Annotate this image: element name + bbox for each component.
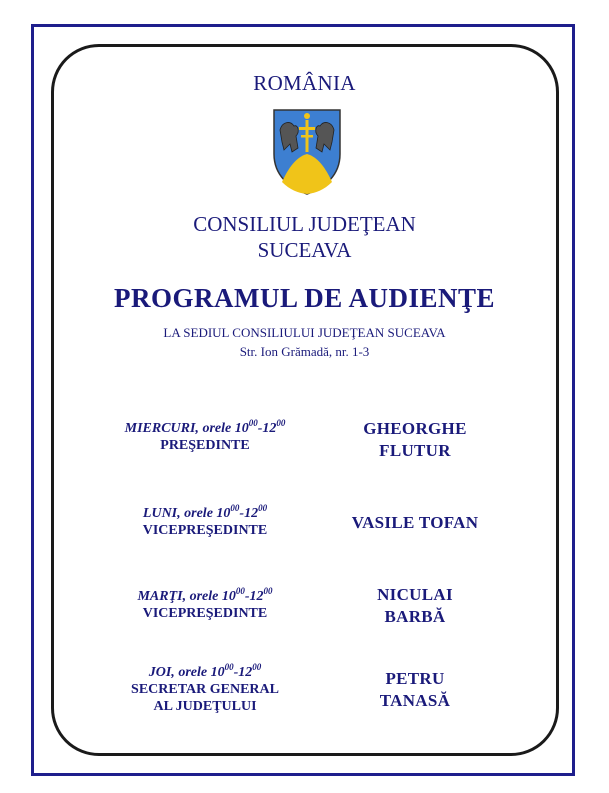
schedule-role: VICEPREŞEDINTE (142, 523, 268, 538)
official-name-line: BARBĂ (384, 607, 446, 626)
venue-address: Str. Ion Grămadă, nr. 1-3 (239, 344, 370, 359)
schedule-row-3-name (330, 584, 500, 628)
schedule-role: SECRETAR GENERAL (131, 682, 279, 697)
schedule-row-2-time (85, 505, 325, 539)
coat-of-arms-icon (272, 108, 342, 196)
schedule-day-time: LUNI, orele $10^{00}-12^{00}$ (142, 503, 268, 521)
official-name-line: VASILE TOFAN (351, 513, 479, 532)
schedule-row-1-name (330, 418, 500, 462)
page-title: PROGRAMUL DE AUDIENŢE (113, 283, 496, 313)
council-name (0, 211, 609, 263)
schedule-day-time: MARŢI, orele $10^{00}-12^{00}$ (137, 586, 273, 604)
official-name-line: TANASĂ (379, 691, 451, 710)
schedule-day-time: JOI, orele $10^{00}-12^{00}$ (148, 662, 262, 680)
schedule-row-3-time (85, 588, 325, 622)
schedule-day-time: MIERCURI, orele $10^{00}-12^{00}$ (124, 418, 286, 436)
council-line-2: SUCEAVA (257, 238, 352, 262)
schedule-row-1-time (85, 420, 325, 454)
council-line-1: CONSILIUL JUDEŢEAN (193, 212, 416, 236)
official-name-line: PETRU (385, 669, 445, 688)
venue-subtitle: LA SEDIUL CONSILIULUI JUDEŢEAN SUCEAVA (163, 325, 446, 340)
official-name-line: NICULAI (377, 585, 453, 604)
official-name-line: GHEORGHE (363, 419, 467, 438)
schedule-row-2-name (330, 512, 500, 534)
schedule-row-4-name (330, 668, 500, 712)
schedule-row-4-time (85, 664, 325, 715)
schedule-role: AL JUDEŢULUI (153, 699, 257, 714)
schedule-role: PREŞEDINTE (160, 438, 250, 453)
country-heading: ROMÂNIA (253, 71, 356, 95)
schedule-role: VICEPREŞEDINTE (142, 606, 268, 621)
official-name-line: FLUTUR (379, 441, 451, 460)
